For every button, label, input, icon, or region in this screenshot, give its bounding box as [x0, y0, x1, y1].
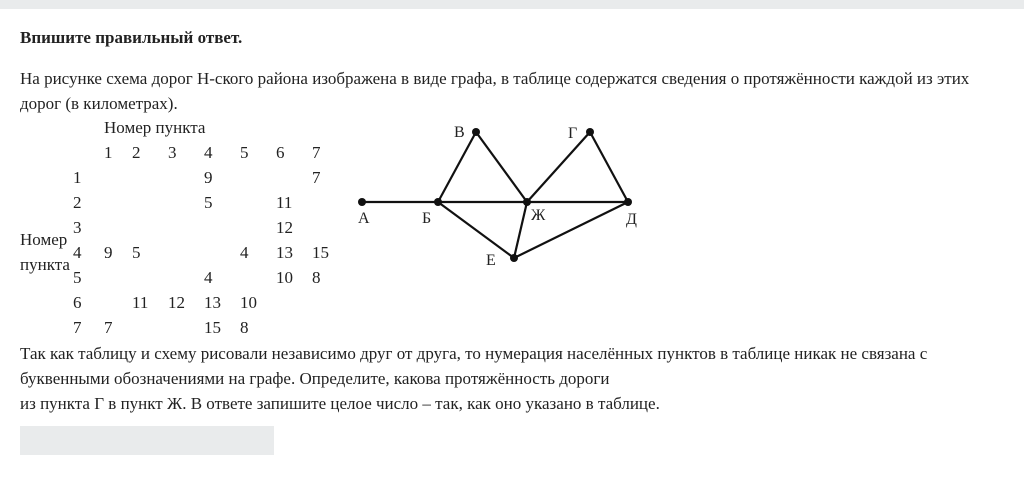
road-graph — [340, 115, 660, 275]
table-col-number: 1 — [104, 143, 113, 162]
table-row-number: 5 — [73, 268, 82, 287]
graph-node-B — [434, 198, 442, 206]
table-row-number: 2 — [73, 193, 82, 212]
graph-node-label: Е — [486, 252, 496, 269]
table-col-number: 7 — [312, 143, 321, 162]
table-cell: 11 — [276, 193, 293, 212]
table-cell: 7 — [312, 168, 321, 187]
table-row-number: 4 — [73, 243, 82, 262]
table-cell: 4 — [240, 243, 249, 262]
table-col-number: 4 — [204, 143, 213, 162]
table-cell: 12 — [168, 293, 185, 312]
graph-node-V — [472, 128, 480, 136]
table-col-number: 5 — [240, 143, 249, 162]
table-cell: 8 — [312, 268, 321, 287]
table-col-number: 2 — [132, 143, 141, 162]
graph-node-label: Д — [626, 211, 637, 228]
table-row-number: 7 — [73, 318, 82, 337]
table-cell: 15 — [312, 243, 329, 262]
table-col-number: 3 — [168, 143, 177, 162]
question-line-1: Так как таблицу и схему рисовали независимо друг от друга, то нумерация населённых пунктов в таблице никак не связана с буквенными обозначениями на графе. Определите, какова протяжённость дороги — [20, 344, 928, 388]
table-cell: 15 — [204, 318, 221, 337]
graph-node-D — [624, 198, 632, 206]
table-cell: 11 — [132, 293, 149, 312]
graph-node-A — [358, 198, 366, 206]
table-cell: 4 — [204, 268, 213, 287]
table-cell: 12 — [276, 218, 293, 237]
table-cell: 13 — [276, 243, 293, 262]
question-text — [20, 341, 1010, 416]
graph-node-label: А — [358, 210, 370, 227]
table-row-number: 1 — [73, 168, 82, 187]
table-cell: 10 — [240, 293, 257, 312]
table-cell: 9 — [104, 243, 113, 262]
instruction-heading: Впишите правильный ответ. — [20, 28, 243, 47]
graph-edge-V-Zh — [476, 132, 527, 202]
graph-edge-B-V — [438, 132, 476, 202]
table-cell: 5 — [204, 193, 213, 212]
table-row-header: Номер — [20, 230, 68, 249]
table-row-number: 6 — [73, 293, 82, 312]
graph-node-label: В — [454, 124, 465, 141]
table-cell: 8 — [240, 318, 249, 337]
table-cell: 9 — [204, 168, 213, 187]
graph-node-E — [510, 254, 518, 262]
graph-node-Zh — [523, 198, 531, 206]
table-col-header: Номер пункта — [104, 118, 206, 137]
distance-table — [0, 0, 340, 340]
task-intro: На рисунке схема дорог Н-ского района изображена в виде графа, в таблице содержатся сведения о протяжённости каждой из этих дорог (в километрах). — [20, 69, 970, 113]
graph-edge-E-Zh — [514, 202, 527, 258]
graph-node-G — [586, 128, 594, 136]
graph-edge-G-D — [590, 132, 628, 202]
table-row-header-line2: пункта — [20, 255, 70, 274]
graph-edge-Zh-G — [527, 132, 590, 202]
graph-edge-B-E — [438, 202, 514, 258]
table-cell: 5 — [132, 243, 141, 262]
graph-node-label: Г — [568, 125, 578, 142]
table-cell: 13 — [204, 293, 221, 312]
question-line-2: из пункта Г в пункт Ж. В ответе запишите целое число – так, как оно указано в таблице. — [20, 394, 660, 413]
graph-node-label: Ж — [531, 207, 546, 224]
table-cell: 10 — [276, 268, 293, 287]
graph-node-label: Б — [422, 210, 432, 227]
table-row-number: 3 — [73, 218, 82, 237]
answer-input[interactable] — [20, 426, 274, 455]
table-cell: 7 — [104, 318, 113, 337]
table-col-number: 6 — [276, 143, 285, 162]
